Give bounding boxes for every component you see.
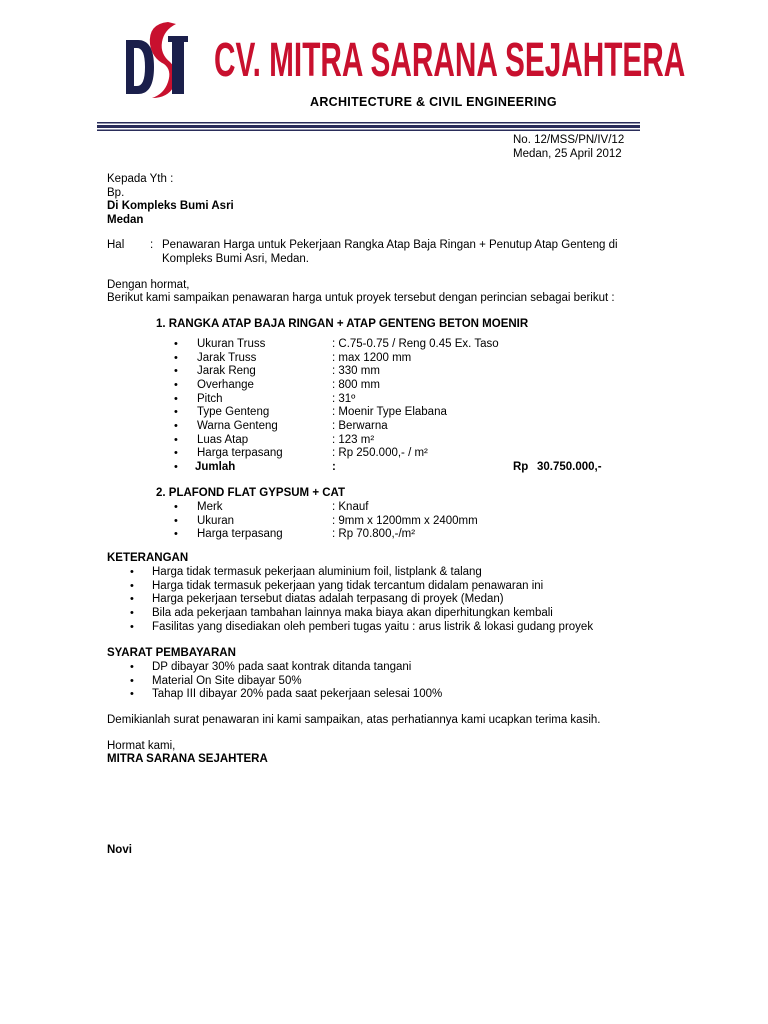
intro-text: Berikut kami sampaikan penawaran harga untuk proyek tersebut dengan perincian sebagai berikut : [107,292,615,304]
item-value: : 31º [332,393,356,405]
bullet-icon: • [174,420,178,432]
total-label: Jumlah [195,461,236,473]
item-value: : 330 mm [332,365,380,377]
bullet-icon: • [130,675,134,687]
item-label: Harga terpasang [197,447,283,459]
payment-text: Tahap III dibayar 20% pada saat pekerjaan selesai 100% [152,688,443,700]
item-label: Jarak Truss [197,352,257,364]
item-value: : max 1200 mm [332,352,412,364]
header-divider [97,122,640,131]
item-label: Pitch [197,393,223,405]
item-value: : 123 m² [332,434,375,446]
bullet-icon: • [174,461,178,473]
item-label: Luas Atap [197,434,249,446]
item-value: : Knauf [332,501,369,513]
note-text: Harga pekerjaan tersebut diatas adalah terpasang di proyek (Medan) [152,593,504,605]
total-colon: : [332,461,336,473]
item-label: Type Genteng [197,406,270,418]
bullet-icon: • [130,688,134,700]
item-value: : Rp 70.800,-/m² [332,528,416,540]
item-value: : 9mm x 1200mm x 2400mm [332,515,478,527]
recipient-city: Medan [107,214,144,226]
item-label: Jarak Reng [197,365,256,377]
recipient-address: Di Kompleks Bumi Asri [107,200,234,212]
closing-company: MITRA SARANA SEJAHTERA [107,753,268,765]
bullet-icon: • [130,580,134,592]
subject-line-2: Kompleks Bumi Asri, Medan. [162,253,310,265]
closing-regards: Hormat kami, [107,740,176,752]
bullet-icon: • [174,406,178,418]
signatory-name: Novi [107,844,132,856]
notes-heading: KETERANGAN [107,552,189,564]
payment-heading: SYARAT PEMBAYARAN [107,647,236,659]
total-value: 30.750.000,- [537,461,602,473]
bullet-icon: • [130,621,134,633]
item-value: : Moenir Type Elabana [332,406,447,418]
subject-label: Hal [107,239,125,251]
bullet-icon: • [174,379,178,391]
salutation: Dengan hormat, [107,279,190,291]
closing-text: Demikianlah surat penawaran ini kami sampaikan, atas perhatiannya kami ucapkan terima kasih. [107,714,601,726]
bullet-icon: • [130,607,134,619]
item-value: : Berwarna [332,420,388,432]
bullet-icon: • [174,393,178,405]
note-text: Fasilitas yang disediakan oleh pemberi tugas yaitu : arus listrik & lokasi gudang proyek [152,621,594,633]
item-label: Ukuran [197,515,235,527]
reference-number: No. 12/MSS/PN/IV/12 [513,134,625,146]
bullet-icon: • [130,593,134,605]
recipient-title: Bp. [107,187,125,199]
item-value: : Rp 250.000,- / m² [332,447,428,459]
item-label: Harga terpasang [197,528,283,540]
payment-text: Material On Site dibayar 50% [152,675,302,687]
note-text: Harga tidak termasuk pekerjaan aluminium foil, listplank & talang [152,566,482,578]
company-logo [124,18,188,100]
item-label: Overhange [197,379,254,391]
bullet-icon: • [174,352,178,364]
item-value: : 800 mm [332,379,380,391]
bullet-icon: • [174,338,178,350]
section-2-heading: 2. PLAFOND FLAT GYPSUM + CAT [156,487,346,499]
place-date: Medan, 25 April 2012 [513,148,622,160]
subject-line-1: Penawaran Harga untuk Pekerjaan Rangka Atap Baja Ringan + Penutup Atap Genteng di [162,239,618,251]
item-label: Merk [197,501,223,513]
payment-text: DP dibayar 30% pada saat kontrak ditanda tangani [152,661,412,673]
total-currency: Rp [513,461,529,473]
note-text: Harga tidak termasuk pekerjaan yang tidak tercantum didalam penawaran ini [152,580,544,592]
bullet-icon: • [174,528,178,540]
item-value: : C.75-0.75 / Reng 0.45 Ex. Taso [332,338,499,350]
bullet-icon: • [174,365,178,377]
recipient-greeting: Kepada Yth : [107,173,174,185]
company-subtitle: ARCHITECTURE & CIVIL ENGINEERING [310,95,557,109]
item-label: Ukuran Truss [197,338,266,350]
note-text: Bila ada pekerjaan tambahan lainnya maka biaya akan diperhitungkan kembali [152,607,553,619]
item-label: Warna Genteng [197,420,278,432]
bullet-icon: • [130,661,134,673]
company-name: CV. MITRA SARANA SEJAHTERA [214,34,686,87]
bullet-icon: • [174,501,178,513]
bullet-icon: • [130,566,134,578]
section-1-heading: 1. RANGKA ATAP BAJA RINGAN + ATAP GENTENG BETON MOENIR [156,318,529,330]
subject-colon: : [150,239,154,251]
bullet-icon: • [174,447,178,459]
bullet-icon: • [174,515,178,527]
bullet-icon: • [174,434,178,446]
